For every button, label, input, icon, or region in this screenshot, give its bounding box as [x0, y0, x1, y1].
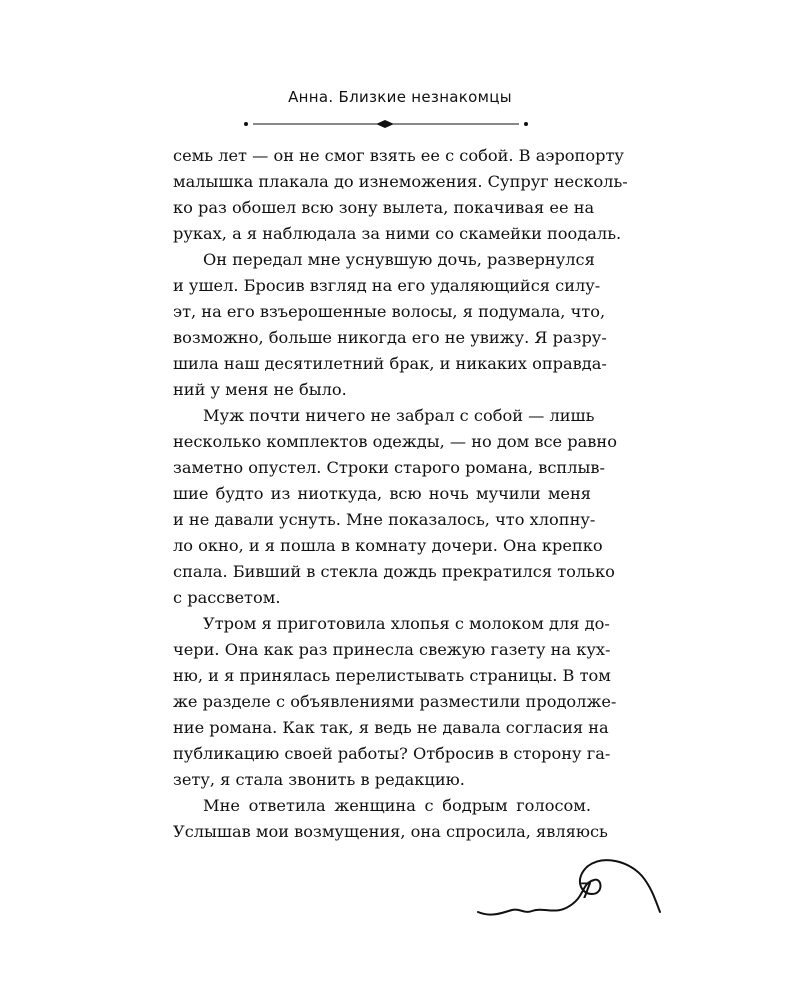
page-number: 7 — [579, 879, 593, 903]
text-line: ние романа. Как так, я ведь не давала согласия на — [173, 718, 609, 737]
text-line: ний у меня не было. — [173, 380, 347, 399]
wave-swirl — [478, 860, 660, 914]
rule-left-dot — [244, 122, 248, 126]
text-line: чери. Она как раз принесла свежую газету на кух- — [173, 640, 611, 659]
text-line: Услышав мои возмущения, она спросила, являюсь — [173, 822, 608, 841]
text-line: ню, и я принялась перелистывать страницы. В том — [173, 666, 611, 685]
paragraph — [173, 403, 617, 611]
rule-right-dot — [524, 122, 528, 126]
text-line: спала. Бивший в стекла дождь прекратился только — [173, 562, 615, 581]
paragraph — [173, 611, 617, 793]
text-line: же разделе с объявлениями разместили продолже- — [173, 692, 617, 711]
text-line: с рассветом. — [173, 588, 281, 607]
text-line: Мне ответила женщина с бодрым голосом. — [203, 796, 591, 815]
text-line: семь лет — он не смог взять ее с собой. В аэропорту — [173, 146, 624, 165]
text-line: Муж почти ничего не забрал с собой — лишь — [203, 406, 595, 425]
text-line: малышка плакала до изнеможения. Супруг несколь- — [173, 172, 628, 191]
paragraph — [173, 793, 608, 845]
text-line: заметно опустел. Строки старого романа, всплыв- — [173, 458, 605, 477]
text-line: эт, на его взъерошенные волосы, я подумала, что, — [173, 302, 606, 321]
text-line: руках, а я наблюдала за ними со скамейки поодаль. — [173, 224, 622, 243]
text-line: ло окно, и я пошла в комнату дочери. Она крепко — [173, 536, 603, 555]
wave-ornament — [470, 848, 670, 928]
paragraph — [173, 143, 628, 247]
text-line: зету, я стала звонить в редакцию. — [173, 770, 465, 789]
body-text — [173, 143, 628, 845]
text-line: шила наш десятилетний брак, и никаких оправда- — [173, 354, 607, 373]
text-line: несколько комплектов одежды, — но дом все равно — [173, 432, 617, 451]
text-line: публикацию своей работы? Отбросив в сторону га- — [173, 744, 611, 763]
text-line: Утром я приготовила хлопья с молоком для до- — [203, 614, 610, 633]
text-line: и не давали уснуть. Мне показалось, что хлопну- — [173, 510, 596, 529]
text-line: возможно, больше никогда его не увижу. Я разру- — [173, 328, 607, 347]
header-rule-ornament — [243, 116, 529, 132]
text-line: шие будто из ниоткуда, всю ночь мучили меня — [173, 484, 591, 503]
rule-center-diamond — [376, 120, 394, 128]
running-head: Анна. Близкие незнакомцы — [288, 88, 512, 106]
paragraph — [173, 247, 607, 403]
text-line: ко раз обошел всю зону вылета, покачивая ее на — [173, 198, 595, 217]
text-line: Он передал мне уснувшую дочь, развернулся — [203, 250, 595, 269]
text-line: и ушел. Бросив взгляд на его удаляющийся силу- — [173, 276, 601, 295]
